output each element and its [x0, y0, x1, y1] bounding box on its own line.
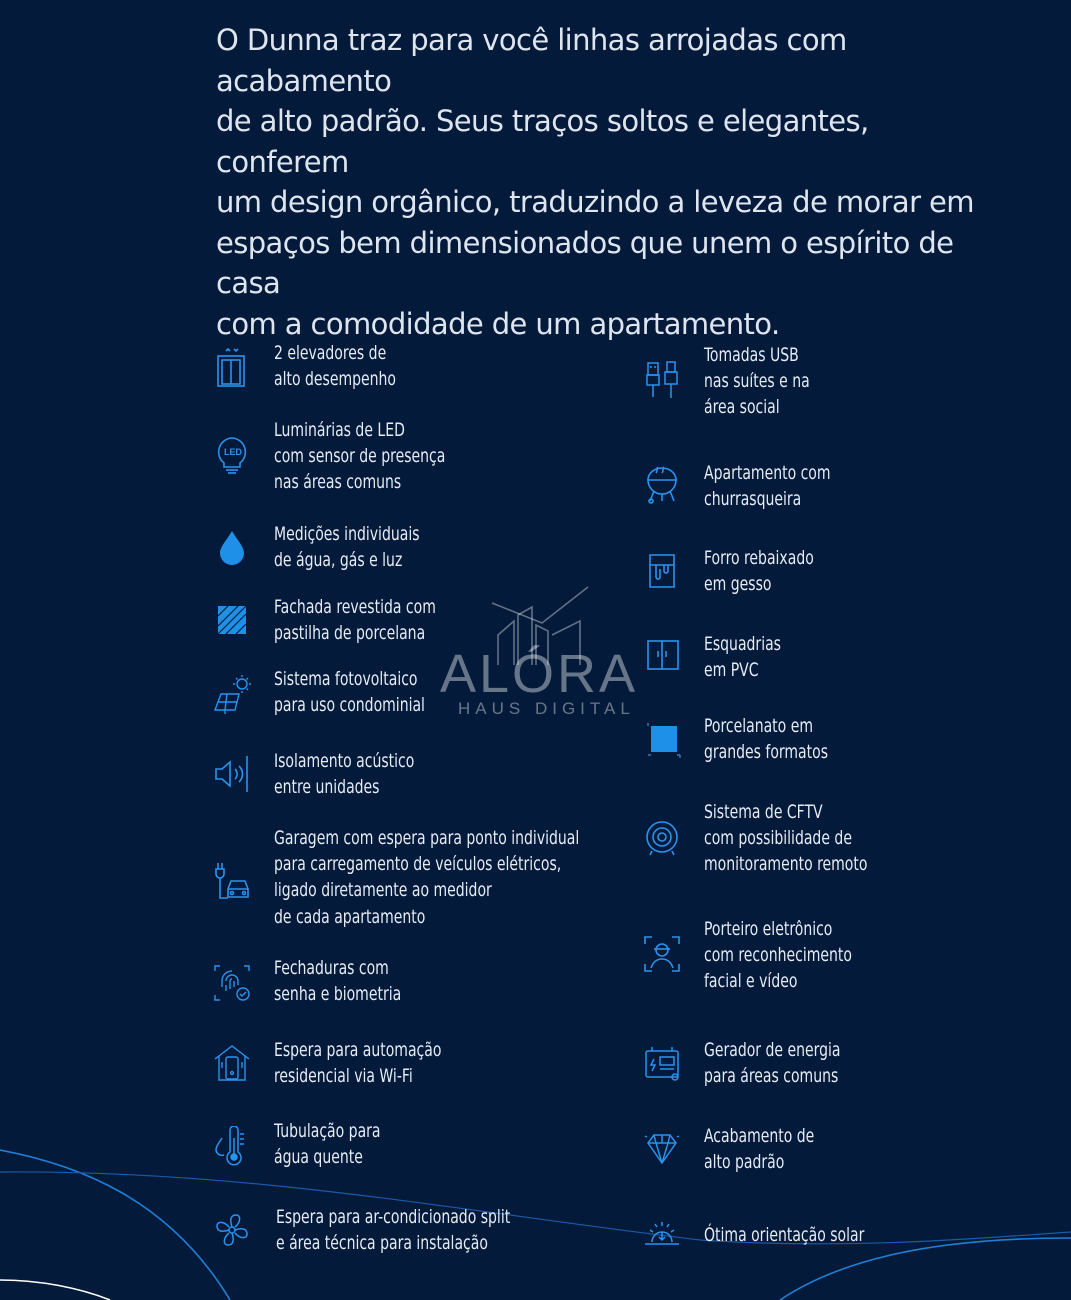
feature-line: Ótima orientação solar	[704, 1224, 865, 1246]
feature-line: área social	[704, 396, 780, 419]
feature-line: Sistema fotovoltaico	[274, 668, 418, 690]
feature-line: alto desempenho	[274, 368, 396, 391]
feature-line: Forro rebaixado	[704, 547, 814, 569]
sunrise-icon	[642, 1212, 682, 1252]
watermark-brand: ALÓRA	[440, 644, 639, 704]
diamond-icon	[642, 1129, 682, 1169]
smart-home-icon	[212, 1043, 252, 1083]
feature-line: facial e vídeo	[704, 970, 798, 993]
intro-line: O Dunna traz para você linhas arrojadas com acabamento	[216, 23, 847, 98]
led-bulb-icon	[212, 435, 252, 475]
feature-line: com sensor de presença	[274, 445, 446, 468]
intro-line: de alto padrão. Seus traços soltos e elegantes, conferem	[216, 104, 869, 179]
intro-paragraph	[216, 20, 976, 344]
solar-panel-icon	[212, 674, 252, 714]
feature-line: para áreas comuns	[704, 1065, 839, 1088]
svg-text:LED: LED	[224, 447, 242, 457]
feature-line: monitoramento remoto	[704, 853, 868, 876]
paint-bucket-icon	[642, 551, 682, 591]
feature-line: Tomadas USB	[704, 344, 799, 366]
feature-line: Isolamento acústico	[274, 750, 415, 772]
feature-line: Porteiro eletrônico	[704, 918, 833, 940]
feature-line: pastilha de porcelana	[274, 622, 426, 645]
generator-icon	[642, 1043, 682, 1083]
window-frame-icon	[642, 635, 682, 675]
feature-line: Tubulação para	[274, 1120, 381, 1142]
water-drop-icon	[212, 527, 252, 567]
feature-line: Acabamento de	[704, 1125, 815, 1147]
feature-line: com possibilidade de	[704, 827, 852, 850]
fan-icon	[212, 1210, 252, 1250]
cctv-camera-icon	[642, 817, 682, 857]
feature-line: Sistema de CFTV	[704, 801, 823, 823]
intro-line: um design orgânico, traduzindo a leveza de morar em	[216, 185, 974, 219]
acoustic-insulation-icon	[212, 754, 252, 794]
feature-line: para uso condominial	[274, 694, 425, 717]
feature-line: Medições individuais	[274, 523, 420, 545]
feature-line: 2 elevadores de	[274, 342, 387, 364]
thermometer-icon	[212, 1126, 252, 1166]
ev-charging-icon	[212, 861, 252, 901]
elevator-icon	[212, 348, 252, 388]
barbecue-grill-icon	[642, 464, 682, 504]
feature-line: água quente	[274, 1146, 363, 1169]
fingerprint-lock-icon	[212, 963, 252, 1003]
feature-line: Espera para ar-condicionado split	[276, 1206, 511, 1228]
feature-line: nas suítes e na	[704, 370, 810, 393]
feature-line: em gesso	[704, 573, 772, 596]
usb-plug-icon	[642, 360, 682, 400]
feature-line: Apartamento com	[704, 462, 831, 484]
feature-line: para carregamento de veículos elétricos,	[274, 853, 562, 876]
feature-line: Esquadrias	[704, 633, 781, 655]
feature-line: Fachada revestida com	[274, 596, 436, 618]
feature-line: de água, gás e luz	[274, 549, 403, 572]
porcelain-tile-icon	[642, 721, 682, 761]
intro-line: espaços bem dimensionados que unem o espírito de casa	[216, 225, 954, 300]
feature-line: alto padrão	[704, 1151, 785, 1174]
feature-line: churrasqueira	[704, 488, 802, 511]
watermark-logo	[420, 585, 660, 725]
feature-line: entre unidades	[274, 776, 380, 799]
feature-line: Garagem com espera para ponto individual	[274, 827, 580, 849]
feature-line: nas áreas comuns	[274, 471, 402, 494]
feature-line: grandes formatos	[704, 741, 829, 764]
watermark-building-graphic	[420, 585, 660, 665]
feature-line: Fechaduras com	[274, 957, 389, 979]
face-recognition-icon	[642, 934, 682, 974]
feature-line: ligado diretamente ao medidor	[274, 879, 492, 902]
feature-line: de cada apartamento	[274, 905, 426, 928]
feature-line: Espera para automação	[274, 1039, 442, 1061]
watermark-tagline: HAUS DIGITAL	[458, 699, 635, 718]
feature-line: e área técnica para instalação	[276, 1232, 488, 1255]
feature-line: Porcelanato em	[704, 715, 813, 737]
feature-line: Gerador de energia	[704, 1039, 841, 1061]
feature-line: senha e biometria	[274, 983, 402, 1006]
feature-line: Luminárias de LED	[274, 419, 405, 441]
feature-line: residencial via Wi-Fi	[274, 1065, 413, 1088]
tile-facade-icon	[212, 600, 252, 640]
intro-line: com a comodidade de um apartamento.	[216, 306, 780, 341]
feature-line: em PVC	[704, 659, 759, 682]
feature-line: com reconhecimento	[704, 944, 852, 967]
